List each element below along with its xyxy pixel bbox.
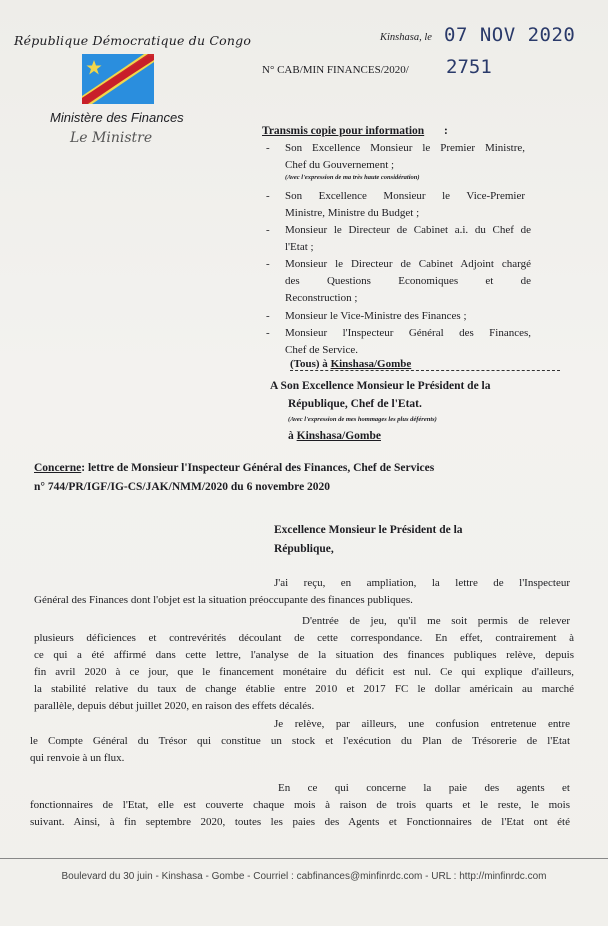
transmis-item: Monsieur le Directeur de Cabinet Adjoint chargé (285, 258, 531, 270)
list-bullet: - (266, 142, 270, 154)
addressee-line-1: A Son Excellence Monsieur le Président de la (270, 380, 491, 392)
transmis-item: Chef du Gouvernement ; (285, 159, 395, 171)
body-line: ce qui a été affirmé dans cette lettre, l'analyse de la situation des finances publiques relève, depuis (34, 649, 574, 661)
transmis-item: Reconstruction ; (285, 292, 358, 304)
salutation-line-1: Excellence Monsieur le Président de la (274, 524, 463, 536)
transmis-item: Son Excellence Monsieur le Vice-Premier (285, 190, 525, 202)
addressee-note: (Avec l'expression de mes hommages les plus déférents) (288, 416, 437, 423)
transmis-item: des Questions Economiques et de (285, 275, 531, 287)
list-bullet: - (266, 190, 270, 202)
list-bullet: - (266, 310, 270, 322)
body-line: suivant. Ainsi, à fin septembre 2020, toutes les paies des Agents et Fonctionnaires de l'Etat ont été (30, 816, 570, 828)
body-line: parallèle, depuis début juillet 2020, en raison des effets décalés. (34, 700, 315, 712)
transmis-item: l'Etat ; (285, 241, 314, 253)
dest-place: Kinshasa/Gombe (296, 430, 381, 442)
transmis-item: Son Excellence Monsieur le Premier Ministre, (285, 142, 525, 154)
transmis-item: Ministre, Ministre du Budget ; (285, 207, 420, 219)
body-line: fin avril 2020 à ce jour, que le financement monétaire du déficit est nul. Ce qui explique d'ailleurs, (34, 666, 574, 678)
list-bullet: - (266, 258, 270, 270)
addressee-line-2: République, Chef de l'Etat. (288, 398, 422, 410)
place-label: Kinshasa, le (380, 32, 432, 43)
tous-prefix: (Tous) à (290, 358, 328, 370)
reference-label: N° CAB/MIN FINANCES/2020/ (262, 64, 409, 76)
transmis-item: Monsieur le Vice-Ministre des Finances ; (285, 310, 467, 322)
dashed-divider (290, 370, 560, 371)
tous-place: Kinshasa/Gombe (330, 358, 412, 370)
body-line: D'entrée de jeu, qu'il me soit permis de relever (302, 615, 570, 627)
transmis-colon: : (444, 125, 448, 137)
transmis-item: Monsieur l'Inspecteur Général des Finances, (285, 327, 531, 339)
addressee-dest (288, 430, 381, 442)
body-line: En ce qui concerne la paie des agents et (278, 782, 570, 794)
tous-line (290, 358, 411, 370)
republic-heading: République Démocratique du Congo (14, 33, 252, 48)
body-line: plusieurs déficiences et contrevérités découlant de cette correspondance. En effet, contrairement à (34, 632, 574, 644)
minister-title: Le Ministre (70, 130, 153, 146)
transmis-item: Chef de Service. (285, 344, 358, 356)
drc-flag-icon (82, 54, 154, 104)
transmis-heading: Transmis copie pour information (262, 125, 425, 137)
transmis-note: (Avec l'expression de ma très haute considération) (285, 174, 420, 181)
body-line: fonctionnaires de l'Etat, elle est couverte chaque mois à raison de trois quarts et le reste, le mois (30, 799, 570, 811)
footer-address: Boulevard du 30 juin - Kinshasa - Gombe - Courriel : cabfinances@minfinrdc.com - URL : http://minfinrdc.com (61, 871, 547, 882)
transmis-item: Monsieur le Directeur de Cabinet a.i. du Chef de (285, 224, 531, 236)
body-line: le Compte Général du Trésor qui constitue un stock et l'exécution du Plan de Trésorerie de l'Etat (30, 735, 570, 747)
list-bullet: - (266, 327, 270, 339)
body-line: Je relève, par ailleurs, une confusion entretenue entre (274, 718, 570, 730)
body-line: la stabilité relative du taux de change établie entre 2010 et 2017 FC le dollar américain au marché (34, 683, 574, 695)
subject-line-2: n° 744/PR/IGF/IG-CS/JAK/NMM/2020 du 6 novembre 2020 (34, 481, 331, 493)
salutation-line-2: République, (274, 543, 334, 555)
subject-text: : lettre de Monsieur l'Inspecteur Général des Finances, Chef de Services (81, 462, 435, 474)
body-line: J'ai reçu, en ampliation, la lettre de l'Inspecteur (274, 577, 570, 589)
subject-line-1 (34, 462, 434, 474)
dest-prefix: à (288, 430, 294, 442)
subject-label: Concerne (34, 462, 82, 474)
body-line: qui renvoie à un flux. (30, 752, 125, 764)
ministry-name: Ministère des Finances (50, 110, 184, 125)
date-stamp: 07 NOV 2020 (444, 24, 576, 46)
reference-number: 2751 (446, 56, 492, 78)
list-bullet: - (266, 224, 270, 236)
body-line: Général des Finances dont l'objet est la situation préoccupante des finances publiques. (34, 594, 413, 606)
footer-divider (0, 858, 608, 859)
